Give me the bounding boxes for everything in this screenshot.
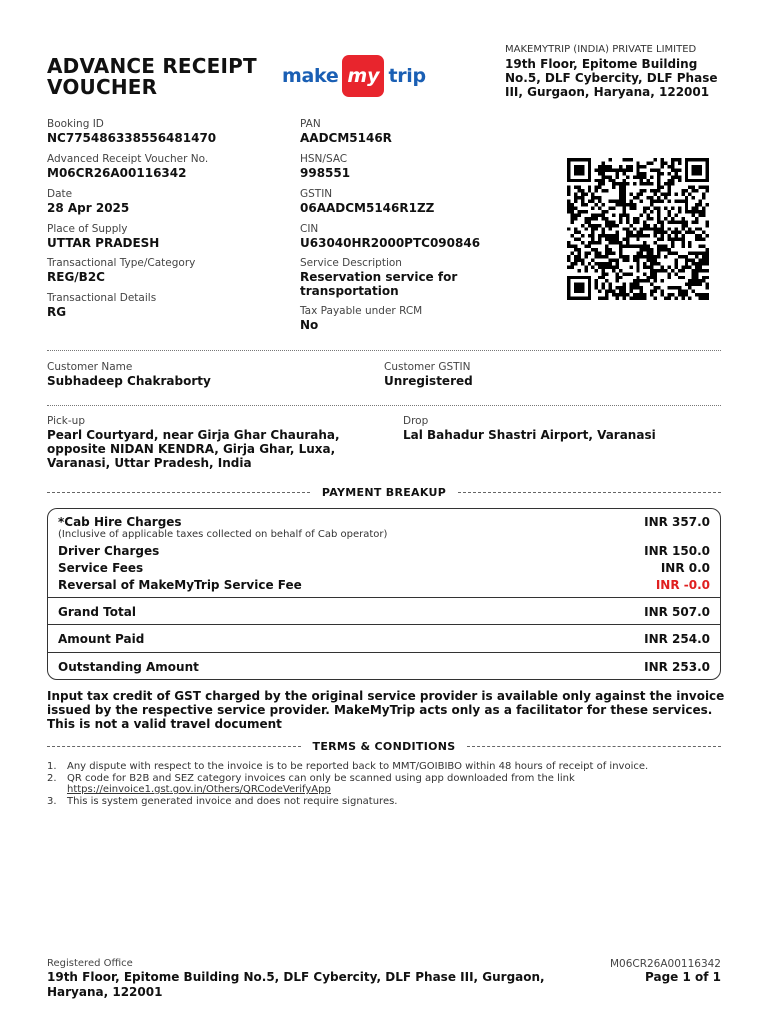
payment-breakup-heading xyxy=(47,486,721,499)
registered-office xyxy=(47,958,567,1000)
grand-total-row xyxy=(58,605,710,619)
place-of-supply-field xyxy=(47,223,159,250)
cab-hire-row xyxy=(58,515,710,529)
heading-rule xyxy=(47,492,310,493)
field-value: 28 Apr 2025 xyxy=(47,201,130,215)
transaction-details-field xyxy=(47,292,156,319)
customer-name-field xyxy=(47,361,211,388)
tax-rcm-field xyxy=(300,305,422,332)
row-value: INR 0.0 xyxy=(660,561,710,575)
field-value: Lal Bahadur Shastri Airport, Varanasi xyxy=(403,428,656,442)
row-value: INR 357.0 xyxy=(644,515,710,529)
service-fees-row xyxy=(58,561,710,575)
field-value: AADCM5146R xyxy=(300,131,392,145)
voucher-no-field xyxy=(47,153,208,180)
field-label: Tax Payable under RCM xyxy=(300,305,423,317)
logo-my-badge: my xyxy=(342,55,384,97)
field-label: CIN xyxy=(300,223,319,235)
field-label: Transactional Type/Category xyxy=(47,257,196,269)
company-block xyxy=(505,44,735,99)
footer-voucher-no: M06CR26A00116342 xyxy=(609,958,721,970)
heading-rule xyxy=(458,492,721,493)
hsn-sac-field xyxy=(300,153,350,180)
field-label: Date xyxy=(47,188,73,200)
row-value: INR 253.0 xyxy=(644,660,710,674)
reversal-fee-row xyxy=(58,578,710,592)
transaction-type-field xyxy=(47,257,195,284)
terms-text: QR code for B2B and SEZ category invoices can only be scanned using app downloaded from the link xyxy=(67,772,575,784)
payment-breakup-box xyxy=(47,508,721,680)
makemytrip-logo xyxy=(282,55,426,97)
registered-office-address: 19th Floor, Epitome Building No.5, DLF Cybercity, DLF Phase III, Gurgaon, Haryana, 122001 xyxy=(47,970,545,999)
terms-number: 1. xyxy=(47,761,57,772)
field-value: 998551 xyxy=(300,166,351,180)
divider xyxy=(47,405,721,406)
field-value: UTTAR PRADESH xyxy=(47,236,160,250)
row-value: INR 150.0 xyxy=(644,544,710,558)
row-divider xyxy=(48,624,720,625)
heading-text: PAYMENT BREAKUP xyxy=(321,486,447,499)
customer-gstin-field xyxy=(384,361,473,388)
service-description-field xyxy=(300,257,500,298)
field-value: 06AADCM5146R1ZZ xyxy=(300,201,435,215)
terms-text: Any dispute with respect to the invoice is to be reported back to MMT/GOIBIBO within 48 hours of receipt of invoice. xyxy=(67,761,649,772)
outstanding-row xyxy=(58,660,710,674)
page-number: Page 1 of 1 xyxy=(645,970,721,984)
page-title xyxy=(47,56,257,98)
row-label: *Cab Hire Charges xyxy=(58,515,182,529)
footer-meta xyxy=(610,958,721,985)
driver-charges-row xyxy=(58,544,710,558)
field-label: Booking ID xyxy=(47,118,104,130)
field-value: Subhadeep Chakraborty xyxy=(47,374,211,388)
row-label: Service Fees xyxy=(58,561,144,575)
field-label: Place of Supply xyxy=(47,223,128,235)
field-value: Unregistered xyxy=(384,374,473,388)
field-value: Reservation service for transportation xyxy=(300,270,458,298)
field-label: Pick-up xyxy=(47,415,85,427)
row-value: INR 507.0 xyxy=(644,605,710,619)
terms-item xyxy=(47,773,727,796)
gstin-field xyxy=(300,188,434,215)
logo-make-text: make xyxy=(282,65,339,87)
row-value: INR 254.0 xyxy=(644,632,710,646)
field-value: U63040HR2000PTC090846 xyxy=(300,236,481,250)
row-label: Driver Charges xyxy=(58,544,160,558)
qr-verify-app-link[interactable]: https://einvoice1.gst.gov.in/Others/QRCodeVerifyApp xyxy=(67,784,331,795)
title-line-1: ADVANCE RECEIPT xyxy=(47,54,257,78)
field-label: GSTIN xyxy=(300,188,333,200)
field-label: Customer Name xyxy=(47,361,133,373)
date-field xyxy=(47,188,129,215)
row-label: Grand Total xyxy=(58,605,136,619)
qr-code-icon xyxy=(565,158,711,300)
row-label: Amount Paid xyxy=(58,632,145,646)
row-label: Reversal of MakeMyTrip Service Fee xyxy=(58,578,302,592)
field-label: PAN xyxy=(300,118,321,130)
company-address: 19th Floor, Epitome Building No.5, DLF Cybercity, DLF Phase III, Gurgaon, Haryana, 122001 xyxy=(505,57,718,99)
field-value: NC775486338556481470 xyxy=(47,131,217,145)
field-value: RG xyxy=(47,305,67,319)
logo-trip-text: trip xyxy=(388,65,426,87)
row-value-negative: INR -0.0 xyxy=(655,578,710,592)
field-label: Advanced Receipt Voucher No. xyxy=(47,153,209,165)
heading-rule xyxy=(47,746,301,747)
amount-paid-row xyxy=(58,632,710,646)
row-label: Outstanding Amount xyxy=(58,660,199,674)
field-label: Customer GSTIN xyxy=(384,361,471,373)
heading-rule xyxy=(467,746,721,747)
field-label: Service Description xyxy=(300,257,402,269)
terms-number: 3. xyxy=(47,795,57,807)
row-divider xyxy=(48,652,720,653)
pan-field xyxy=(300,118,392,145)
pickup-field xyxy=(47,415,367,470)
terms-item xyxy=(47,761,727,773)
heading-text: TERMS & CONDITIONS xyxy=(312,740,456,753)
title-line-2: VOUCHER xyxy=(47,75,158,99)
company-name: MAKEMYTRIP (INDIA) PRIVATE LIMITED xyxy=(505,44,697,55)
drop-field xyxy=(403,415,721,442)
row-divider xyxy=(48,597,720,598)
cin-field xyxy=(300,223,480,250)
field-value: M06CR26A00116342 xyxy=(47,166,187,180)
terms-item xyxy=(47,796,727,808)
terms-text: This is system generated invoice and does not require signatures. xyxy=(67,795,398,807)
field-value: No xyxy=(300,318,319,332)
itc-disclaimer: Input tax credit of GST charged by the original service provider is available only against the invoice issued by the respective service provider. MakeMyTrip acts only as a facilitator for these services. This is not a valid travel document xyxy=(47,689,725,731)
terms-number: 2. xyxy=(47,772,57,784)
cab-hire-note: (Inclusive of applicable taxes collected on behalf of Cab operator) xyxy=(58,529,388,540)
field-label: Drop xyxy=(403,415,429,427)
divider xyxy=(47,350,721,351)
field-value: REG/B2C xyxy=(47,270,105,284)
field-label: Transactional Details xyxy=(47,292,157,304)
terms-heading xyxy=(47,740,721,753)
registered-office-label: Registered Office xyxy=(47,958,133,969)
terms-list xyxy=(47,761,727,807)
field-label: HSN/SAC xyxy=(300,153,348,165)
booking-id-field xyxy=(47,118,216,145)
field-value: Pearl Courtyard, near Girja Ghar Chauraha, opposite NIDAN KENDRA, Girja Ghar, Luxa, Varanasi, Uttar Pradesh, India xyxy=(47,428,340,470)
